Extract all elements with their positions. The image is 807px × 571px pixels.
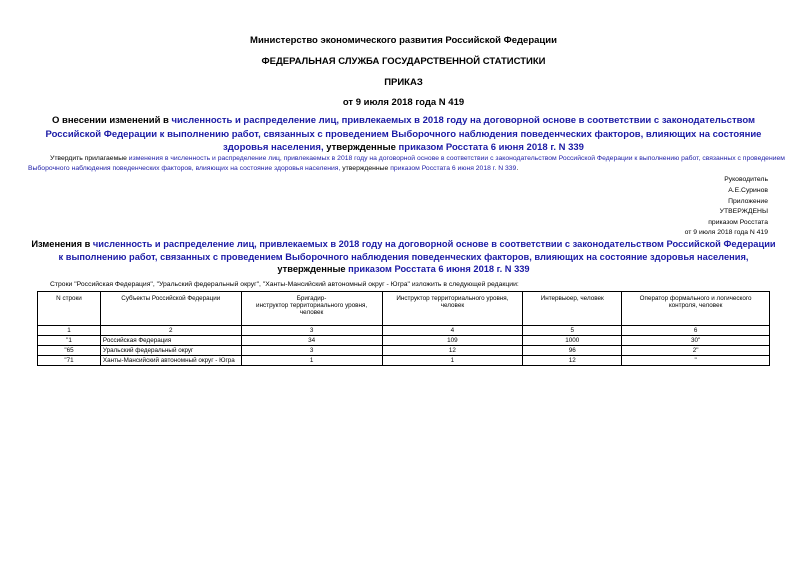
- paragraph-ref-link[interactable]: приказом Росстата 6 июня 2018 г. N 339: [390, 165, 517, 172]
- table-header-row: [38, 292, 770, 326]
- appendix-date: от 9 июля 2018 года N 419: [684, 229, 768, 236]
- table-cell: 2": [622, 346, 770, 356]
- table-cell: 12: [382, 346, 523, 356]
- column-number: 6: [622, 326, 770, 336]
- column-number: 1: [38, 326, 101, 336]
- document-type: ПРИКАЗ: [384, 77, 423, 88]
- document-date: от 9 июля 2018 года N 419: [342, 97, 465, 108]
- order-title-prefix: О внесении изменений в: [51, 115, 172, 126]
- table-row: [38, 336, 770, 346]
- paragraph-prefix: Утвердить прилагаемые: [50, 155, 129, 162]
- table-row: [38, 346, 770, 356]
- lead-text: Строки "Российская Федерация", "Уральский федеральный округ", "Ханты-Мансийский автономный округ - Югра" изложить в следующей редакции:: [50, 281, 519, 288]
- changes-title-prefix: Изменения в: [31, 239, 93, 249]
- column-number: 3: [241, 326, 382, 336]
- changes-title-ref-link[interactable]: приказом Росстата 6 июня 2018 г. N 339: [348, 264, 530, 274]
- row-number: "1: [38, 336, 101, 346]
- table-cell: 3: [241, 346, 382, 356]
- column-header: Субъекты Российской Федерации: [100, 292, 241, 326]
- table-cell: 1: [241, 356, 382, 366]
- paragraph-suffix: .: [516, 165, 519, 172]
- column-header: N строки: [38, 292, 101, 326]
- column-header: Интервьюер, человек: [523, 292, 622, 326]
- column-number: 2: [100, 326, 241, 336]
- table-cell: 34: [241, 336, 382, 346]
- column-header: Бригадир- инструктор территориального уровня, человек: [241, 292, 382, 326]
- column-number: 4: [382, 326, 523, 336]
- changes-title: [28, 238, 779, 276]
- signature-name: А.Е.Суринов: [728, 187, 768, 194]
- changes-title-mid: утвержденные: [277, 264, 349, 274]
- order-title-link[interactable]: численность и распределение лиц, привлекаемых в 2018 году на договорной основе в соответствии с законодательством Российской Федерации к выполнению работ, связанных с проведением Выборочного наблюдения поведенческих факторов, влияющих на состояние здоровья населения,: [45, 115, 762, 153]
- region-name: Ханты-Мансийский автономный округ - Югра: [100, 356, 241, 366]
- table-cell: 96: [523, 346, 622, 356]
- table-cell: 1: [382, 356, 523, 366]
- table-row: [38, 356, 770, 366]
- column-header: Инструктор территориального уровня, человек: [382, 292, 523, 326]
- service-name: ФЕДЕРАЛЬНАЯ СЛУЖБА ГОСУДАРСТВЕННОЙ СТАТИСТИКИ: [261, 56, 546, 67]
- table-cell: 12: [523, 356, 622, 366]
- order-paragraph: [28, 154, 796, 174]
- order-title-ref-link[interactable]: приказом Росстата 6 июня 2018 г. N 339: [398, 142, 584, 153]
- changes-title-link[interactable]: численность и распределение лиц, привлекаемых в 2018 году на договорной основе в соответствии с законодательством Российской Федерации к выполнению работ, связанных с проведением Выборочного наблюдения поведенческих факторов, влияющих на состояние здоровья населения,: [58, 239, 776, 262]
- table-numbering-row: [38, 326, 770, 336]
- region-name: Уральский федеральный округ: [100, 346, 241, 356]
- table-cell: 1000: [523, 336, 622, 346]
- region-name: Российская Федерация: [100, 336, 241, 346]
- row-number: "65: [38, 346, 101, 356]
- table-cell: 109: [382, 336, 523, 346]
- order-title-mid: утвержденные: [323, 142, 399, 153]
- table-cell: ": [622, 356, 770, 366]
- appendix-approved: УТВЕРЖДЕНЫ: [719, 208, 768, 215]
- order-title: [28, 114, 779, 155]
- table-cell: 30": [622, 336, 770, 346]
- staff-table: [37, 291, 770, 366]
- column-header: Оператор формального и логического контроля, человек: [622, 292, 770, 326]
- paragraph-mid: утвержденные: [340, 165, 391, 172]
- row-number: "71: [38, 356, 101, 366]
- column-number: 5: [523, 326, 622, 336]
- appendix-by-order: приказом Росстата: [708, 219, 768, 226]
- ministry-name: Министерство экономического развития Российской Федерации: [250, 35, 557, 46]
- signature-role: Руководитель: [724, 176, 768, 183]
- paragraph-link[interactable]: изменения в численность и распределение лиц, привлекаемых в 2018 году на договорной основе в соответствии с законодательством Российской Федерации к выполнению работ, связанных с проведением Выборочного наблюдения поведенческих факторов, влияющих на состояние здоровья населения,: [28, 155, 785, 172]
- appendix-label: Приложение: [728, 198, 768, 205]
